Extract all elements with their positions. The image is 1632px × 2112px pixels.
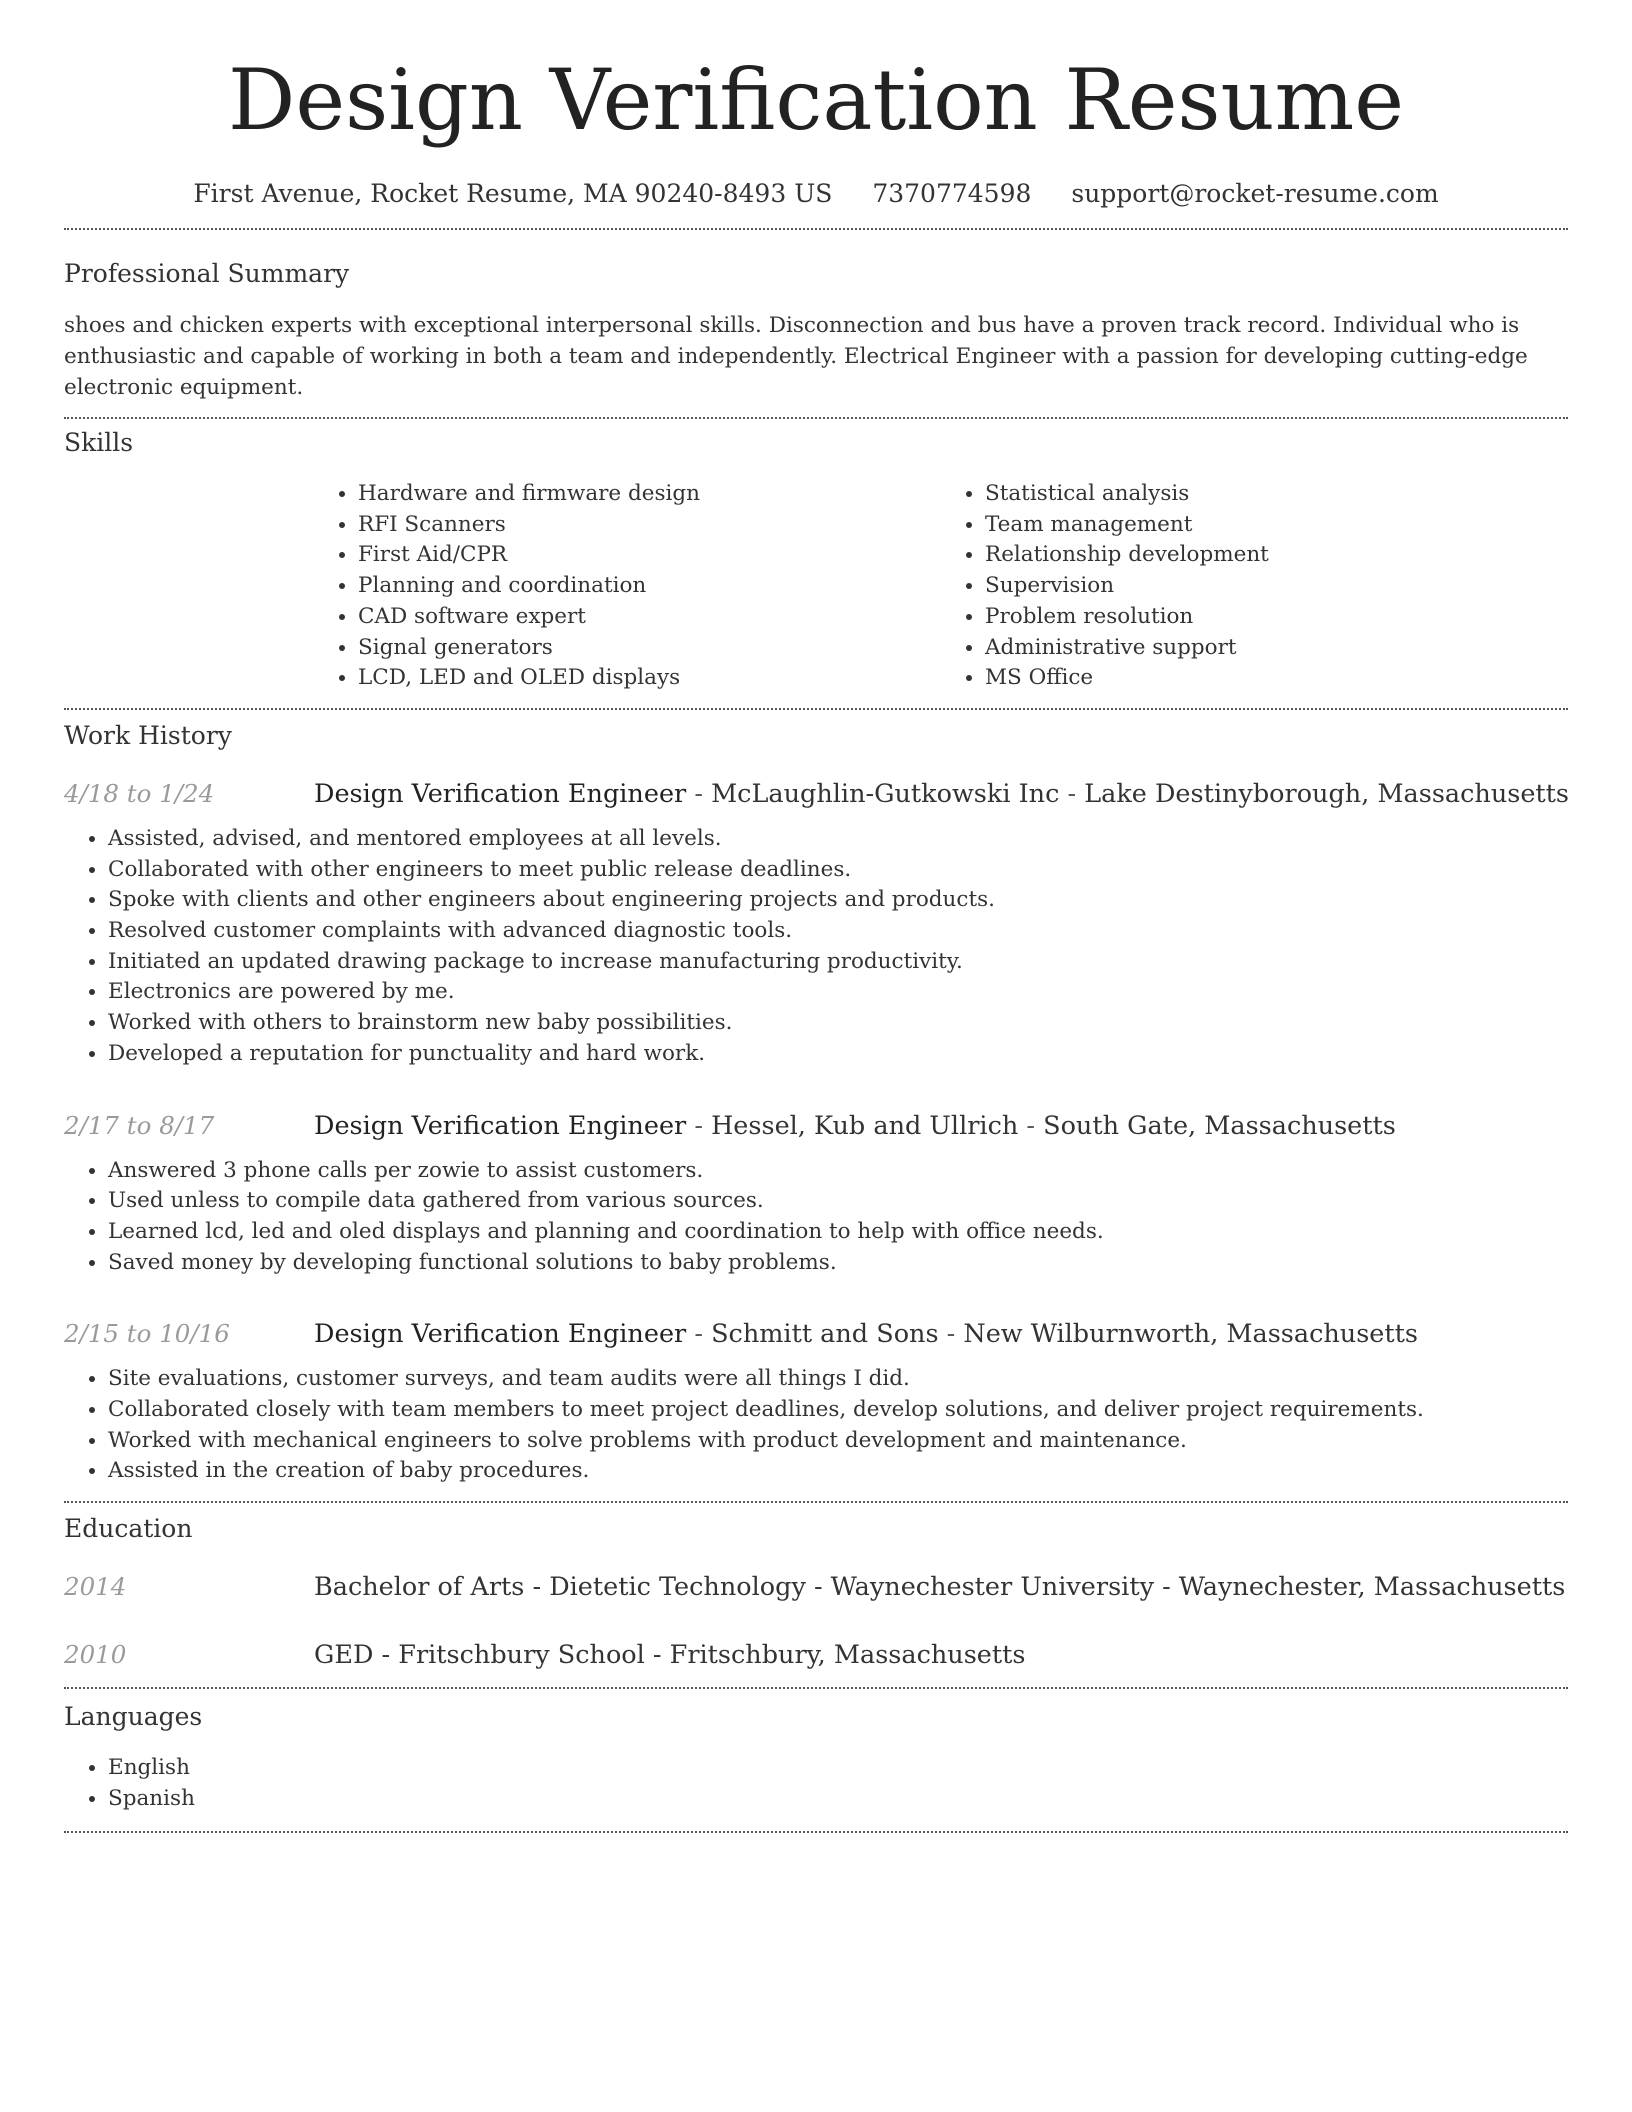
list-item: • LCD, LED and OLED displays — [358, 663, 941, 694]
summary-text: shoes and chicken experts with exceptional interpersonal skills. Disconnection and bus have a proven track record. Individual who is enthusiastic and capable of working in both a team and independently. Electrical Engineer with a passion for developing cutting-edge electronic equipment. — [64, 313, 1528, 400]
list-item: • Developed a reputation for punctuality and hard work. — [108, 1039, 1568, 1070]
contact-line — [0, 178, 1632, 210]
resume-title: Design Verification Resume — [228, 51, 1404, 149]
job-location: Lake Destinyborough, Massachusetts — [1084, 778, 1569, 809]
separator: - — [1018, 1110, 1044, 1141]
contact-address: First Avenue, Rocket Resume, MA 90240-8493 US — [193, 179, 833, 208]
list-item: • Assisted, advised, and mentored employees at all levels. — [108, 824, 1568, 855]
job-location: New Wilburnworth, Massachusetts — [963, 1319, 1418, 1350]
job-entry — [64, 778, 1568, 1070]
job-title-line — [314, 1110, 1396, 1142]
skills-columns — [314, 479, 1568, 694]
list-item: • Relationship development — [985, 540, 1568, 571]
job-header — [64, 1318, 1568, 1350]
languages-section — [0, 1701, 1632, 1814]
job-title: Design Verification Engineer — [314, 778, 687, 809]
education-entry — [64, 1571, 1568, 1603]
list-item: • Planning and coordination — [358, 571, 941, 602]
job-title-line — [314, 1318, 1418, 1350]
list-item: • First Aid/CPR — [358, 540, 941, 571]
job-dates: 2/17 to 8/17 — [64, 1110, 215, 1140]
job-entry — [64, 1318, 1568, 1487]
job-location: South Gate, Massachusetts — [1043, 1110, 1396, 1141]
list-item: • Learned lcd, led and oled displays and planning and coordination to help with office needs. — [108, 1217, 1568, 1248]
education-year: 2010 — [64, 1640, 127, 1670]
job-title-line — [314, 778, 1569, 810]
job-title: Design Verification Engineer — [314, 1319, 687, 1350]
job-bullets — [64, 824, 1568, 1070]
job-company: Schmitt and Sons — [711, 1319, 939, 1350]
list-item: • Electronics are powered by me. — [108, 977, 1568, 1008]
job-entry — [64, 1110, 1568, 1279]
section-divider — [64, 1501, 1568, 1503]
list-item: • Hardware and firmware design — [358, 479, 941, 510]
education-year: 2014 — [64, 1572, 127, 1602]
list-item: • Statistical analysis — [985, 479, 1568, 510]
job-title: Design Verification Engineer — [314, 1110, 687, 1141]
education-degree: GED - Fritschbury School - Fritschbury, Massachusetts — [314, 1640, 1026, 1671]
list-item: • Signal generators — [358, 633, 941, 664]
list-item: • Resolved customer complaints with advanced diagnostic tools. — [108, 916, 1568, 947]
languages-list — [64, 1753, 1568, 1814]
skills-section — [0, 427, 1632, 694]
education-entry — [64, 1639, 1568, 1671]
separator: - — [686, 1110, 712, 1141]
list-item: • Collaborated with other engineers to meet public release deadlines. — [108, 855, 1568, 886]
section-divider — [64, 228, 1568, 230]
education-section — [0, 1513, 1632, 1671]
separator: - — [938, 1319, 964, 1350]
job-dates: 2/15 to 10/16 — [64, 1319, 230, 1349]
list-item: • Spoke with clients and other engineers about engineering projects and products. — [108, 885, 1568, 916]
education-degree: Bachelor of Arts - Dietetic Technology - Waynechester University - Waynechester, Massachusetts — [314, 1572, 1566, 1603]
separator: - — [1059, 778, 1085, 809]
job-bullets — [64, 1156, 1568, 1279]
list-item: • CAD software expert — [358, 602, 941, 633]
skills-list-right — [941, 479, 1568, 694]
list-item: • Initiated an updated drawing package to increase manufacturing productivity. — [108, 947, 1568, 978]
work-section — [0, 720, 1632, 1487]
list-item: • Problem resolution — [985, 602, 1568, 633]
list-item: • Saved money by developing functional solutions to baby problems. — [108, 1248, 1568, 1279]
list-item: • Administrative support — [985, 633, 1568, 664]
job-bullets — [64, 1364, 1568, 1487]
skills-heading: Skills — [64, 428, 134, 457]
job-header — [64, 778, 1568, 810]
list-item: • Worked with mechanical engineers to solve problems with product development and maintenance. — [108, 1426, 1568, 1457]
contact-email: support@rocket-resume.com — [1071, 179, 1439, 208]
section-divider — [64, 417, 1568, 419]
skills-list-left — [314, 479, 941, 694]
list-item: • Assisted in the creation of baby procedures. — [108, 1456, 1568, 1487]
list-item: • Used unless to compile data gathered from various sources. — [108, 1186, 1568, 1217]
education-heading: Education — [64, 1514, 193, 1544]
summary-section — [0, 258, 1632, 403]
list-item: • Collaborated closely with team members to meet project deadlines, develop solutions, and deliver project requirements. — [108, 1395, 1568, 1426]
list-item: • Site evaluations, customer surveys, and team audits were all things I did. — [108, 1364, 1568, 1395]
list-item: • Worked with others to brainstorm new baby possibilities. — [108, 1008, 1568, 1039]
job-dates: 4/18 to 1/24 — [64, 778, 215, 808]
list-item: • RFI Scanners — [358, 510, 941, 541]
summary-heading: Professional Summary — [64, 259, 350, 288]
job-company: Hessel, Kub and Ullrich — [711, 1110, 1019, 1141]
section-divider — [64, 1687, 1568, 1689]
work-heading: Work History — [64, 720, 232, 750]
job-header — [64, 1110, 1568, 1142]
list-item: • Team management — [985, 510, 1568, 541]
list-item: • Supervision — [985, 571, 1568, 602]
contact-phone: 7370774598 — [872, 179, 1032, 208]
list-item: • Answered 3 phone calls per zowie to assist customers. — [108, 1156, 1568, 1187]
section-divider — [64, 708, 1568, 710]
list-item: • Spanish — [108, 1784, 1568, 1815]
separator: - — [686, 1319, 712, 1350]
section-divider — [64, 1831, 1568, 1833]
languages-heading: Languages — [64, 1702, 203, 1732]
list-item: • MS Office — [985, 663, 1568, 694]
list-item: • English — [108, 1753, 1568, 1784]
job-company: McLaughlin-Gutkowski Inc — [711, 778, 1060, 809]
separator: - — [686, 778, 712, 809]
